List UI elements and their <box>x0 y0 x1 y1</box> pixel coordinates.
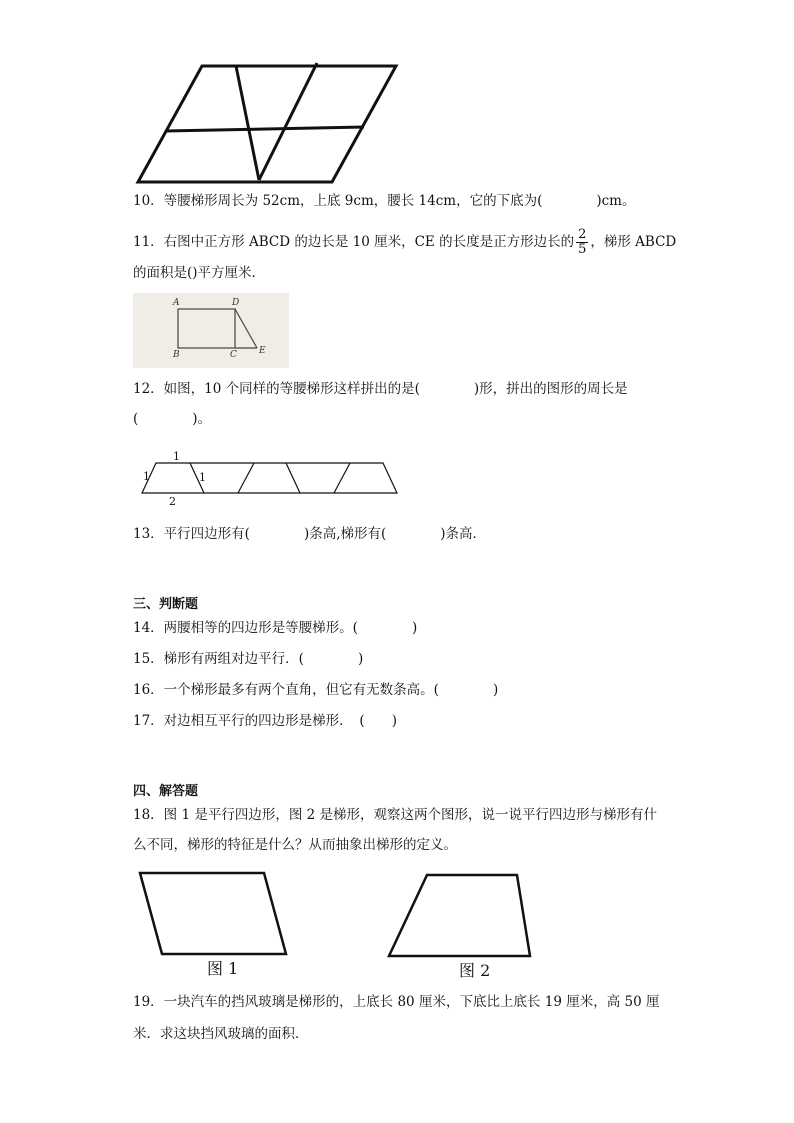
question-15: 15．梯形有两组对边平行．( ) <box>133 651 364 667</box>
question-11-text-a: 11．右图中正方形 ABCD 的边长是 10 厘米，CE 的长度是正方形边长的 <box>133 234 575 250</box>
question-19-line2: 米．求这块挡风玻璃的面积． <box>133 1026 309 1042</box>
question-18-line2: 么不同，梯形的特征是什么？从而抽象出梯形的定义。 <box>133 837 457 853</box>
fraction-numerator: 2 <box>578 227 587 242</box>
figure-1-parallelogram <box>140 873 286 954</box>
figure-2-caption: 图 2 <box>459 961 491 980</box>
label-left-1: 1 <box>143 470 150 483</box>
question-13: 13．平行四边形有( )条高,梯形有( )条高． <box>133 526 487 542</box>
section-heading-answer: 四、解答题 <box>133 784 199 799</box>
question-17: 17．对边相互平行的四边形是梯形． ( ) <box>133 713 397 729</box>
label-b: B <box>173 350 180 360</box>
label-bottom-2: 2 <box>169 495 176 508</box>
label-c: C <box>230 350 237 360</box>
label-d: D <box>232 298 240 308</box>
label-a: A <box>173 298 180 308</box>
question-16: 16．一个梯形最多有两个直角，但它有无数条高。( ) <box>133 682 499 698</box>
question-12-line2: ( )。 <box>133 411 212 427</box>
figure-2-trapezoid <box>389 875 530 956</box>
question-14: 14．两腰相等的四边形是等腰梯形。( ) <box>133 620 418 636</box>
question-11-line2: 的面积是()平方厘米． <box>133 265 266 281</box>
section-heading-judgement: 三、判断题 <box>133 597 199 612</box>
question-11-text-b: ，梯形 ABCD <box>590 234 677 250</box>
figure-1-caption: 图 1 <box>207 959 239 978</box>
label-e: E <box>259 346 266 356</box>
question-12-line1: 12．如图，10 个同样的等腰梯形这样拼出的是( )形，拼出的图形的周长是 <box>133 381 628 397</box>
label-top-1: 1 <box>173 450 180 463</box>
question-10: 10．等腰梯形周长为 52cm，上底 9cm，腰长 14cm，它的下底为( )cm。 <box>133 193 636 209</box>
label-inner-1: 1 <box>199 471 206 484</box>
question-19-line1: 19．一块汽车的挡风玻璃是梯形的，上底长 80 厘米，下底比上底长 19 厘米，高 50 厘 <box>133 994 660 1010</box>
fraction-denominator: 5 <box>578 242 587 257</box>
question-18-line1: 18．图 1 是平行四边形，图 2 是梯形，观察这两个图形，说一说平行四边形与梯形有什 <box>133 807 658 823</box>
